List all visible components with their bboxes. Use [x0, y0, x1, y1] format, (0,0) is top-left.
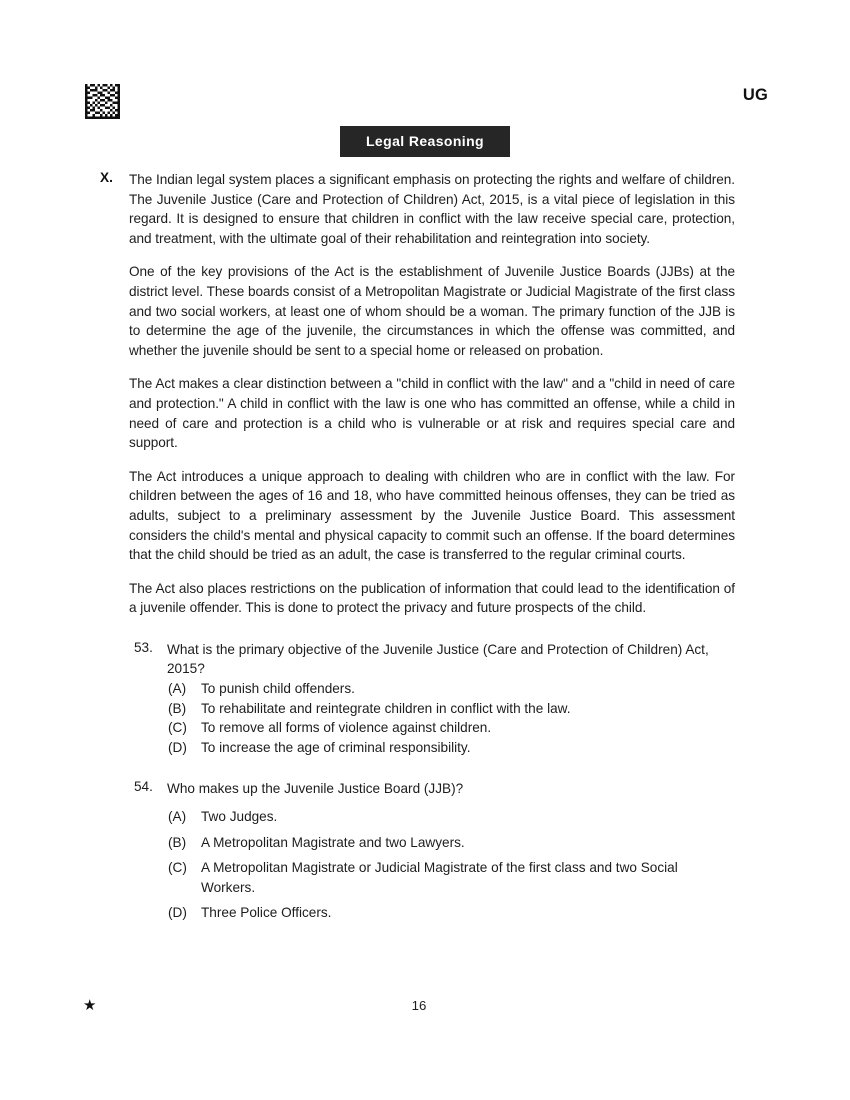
option-key: (B) — [168, 834, 187, 850]
passage-paragraph: The Act makes a clear distinction between a "child in conflict with the law" and a "child in need of care and protection." A child in conflict with the law is one who has committed an offense, while a child in need of care and protection is a child who is vulnerable or at risk and requires special care and support. — [129, 376, 735, 451]
question-text: What is the primary objective of the Juvenile Justice (Care and Protection of Children) Act, 2015? — [167, 641, 709, 677]
question-spacer — [0, 757, 850, 779]
page-content — [0, 170, 850, 923]
option-item[interactable] — [168, 718, 735, 738]
option-label: A Metropolitan Magistrate and two Lawyers. — [201, 834, 465, 850]
option-item[interactable] — [168, 699, 735, 719]
passage-block — [0, 170, 850, 618]
option-label: Three Police Officers. — [201, 905, 332, 921]
option-label: A Metropolitan Magistrate or Judicial Magistrate of the first class and two Social Workers. — [201, 860, 678, 895]
option-label: To increase the age of criminal responsibility. — [201, 739, 471, 755]
option-label: To rehabilitate and reintegrate children in conflict with the law. — [201, 700, 571, 716]
question-item — [0, 779, 850, 923]
question-item — [0, 640, 850, 758]
question-number: 54. — [134, 779, 153, 795]
datamatrix-barcode — [84, 83, 121, 120]
option-list — [167, 679, 735, 757]
passage-paragraph: The Act introduces a unique approach to dealing with children who are in conflict with the law. For children between the ages of 16 and 18, who have committed heinous offenses, they can be tried as adults, subject to a preliminary assessment by the Juvenile Justice Board. This assessment considers the child's mental and physical capacity to commit such an offense. If the board determines that the child should be tried as an adult, the case is transferred to the regular criminal courts. — [129, 468, 735, 563]
option-label: To punish child offenders. — [201, 681, 355, 697]
page-header — [0, 78, 850, 130]
passage-paragraph: One of the key provisions of the Act is the establishment of Juvenile Justice Boards (JJBs) at the district level. These boards consist of a Metropolitan Magistrate or Judicial Magistrate of the first class and two social workers, at least one of whom should be a woman. The primary function of the JJB is to determine the age of the juvenile, the circumstances in which the offense was committed, and whether the juvenile should be sent to a special home or released on probation. — [129, 264, 735, 358]
option-label: Two Judges. — [201, 809, 278, 825]
option-key: (C) — [168, 720, 187, 736]
page-number: 16 — [411, 998, 427, 1013]
option-item[interactable] — [168, 807, 735, 827]
passage-paragraph: The Act also places restrictions on the publication of information that could lead to the identification of a juvenile offender. This is done to protect the privacy and future prospects of the child. — [129, 580, 735, 616]
option-item[interactable] — [168, 858, 735, 897]
option-item[interactable] — [168, 903, 735, 923]
option-list — [167, 807, 735, 923]
question-text: Who makes up the Juvenile Justice Board (JJB)? — [167, 781, 464, 797]
option-key: (D) — [168, 739, 187, 755]
question-number: 53. — [134, 639, 153, 655]
star-icon: ★ — [83, 997, 97, 1014]
option-key: (B) — [168, 700, 187, 716]
page-footer — [0, 996, 850, 1022]
section-banner-container — [0, 126, 850, 157]
paper-code-label: UG — [742, 86, 768, 104]
option-item[interactable] — [168, 679, 735, 699]
option-key: (C) — [168, 860, 187, 876]
option-item[interactable] — [168, 833, 735, 853]
option-key: (D) — [168, 905, 187, 921]
passage-marker: X. — [100, 170, 113, 185]
section-title-banner: Legal Reasoning — [340, 126, 510, 157]
questions-list — [0, 640, 850, 923]
option-label: To remove all forms of violence against children. — [201, 720, 492, 736]
option-key: (A) — [168, 809, 187, 825]
passage-paragraph: The Indian legal system places a significant emphasis on protecting the rights and welfare of children. The Juvenile Justice (Care and Protection of Children) Act, 2015, is a vital piece of legislation in this regard. It is designed to ensure that children in conflict with the law receive special care, protection, and treatment, with the ultimate goal of their rehabilitation and reintegration into society. — [129, 172, 735, 246]
option-item[interactable] — [168, 738, 735, 758]
option-key: (A) — [168, 681, 187, 697]
